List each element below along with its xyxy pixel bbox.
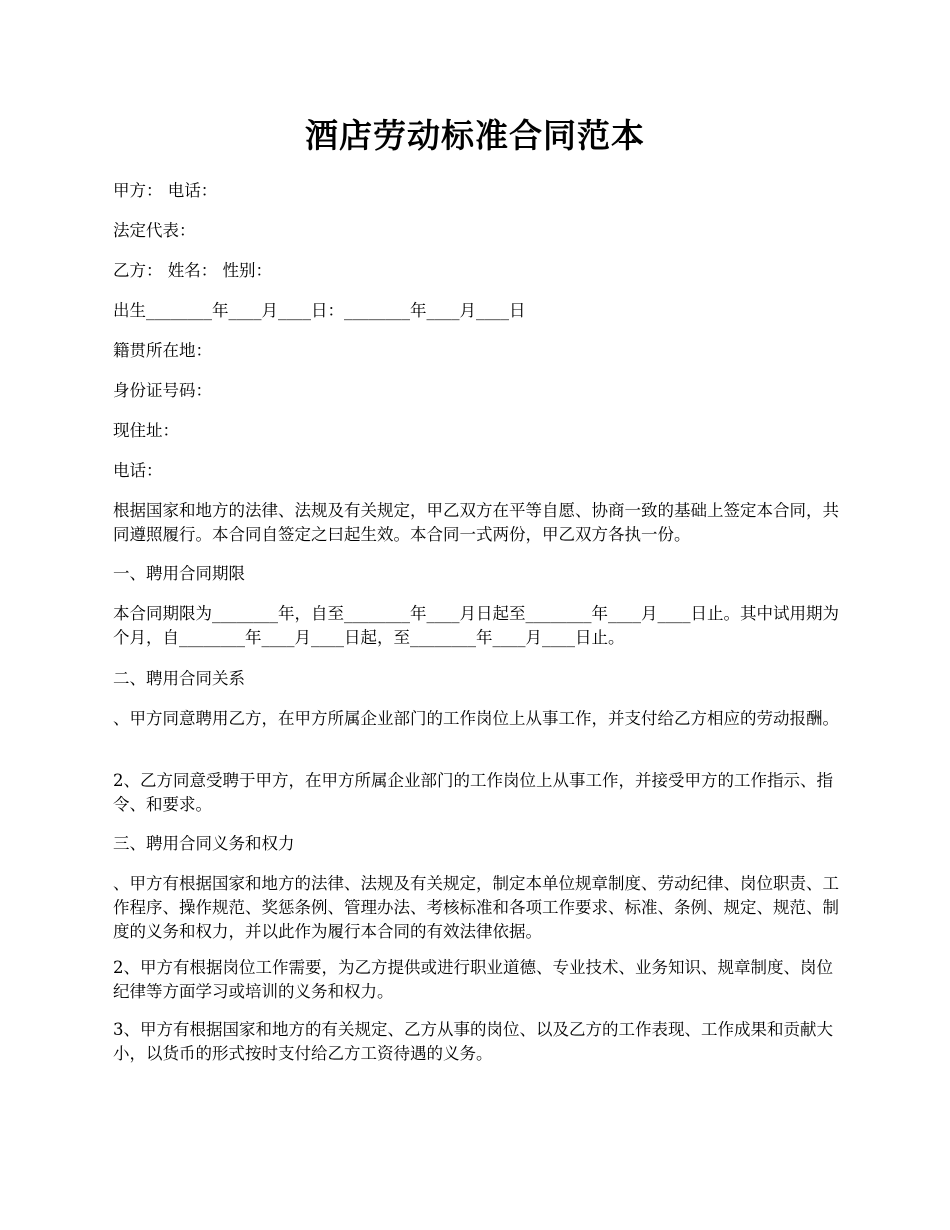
legal-rep-line: 法定代表：	[113, 221, 196, 240]
party-a-line: 甲方： 电话：	[113, 181, 218, 200]
document-title: 酒店劳动标准合同范本	[305, 116, 645, 155]
origin-line: 籍贯所在地：	[113, 341, 212, 360]
section-heading: 一、聘用合同期限	[113, 564, 245, 583]
birth-date-line: 出生________年____月____日：________年____月____日	[113, 301, 526, 320]
section-heading: 三、聘用合同义务和权力	[113, 834, 295, 853]
contract-term-paragraph: 本合同期限为________年，自至________年____月日起至________年____月____日止。其中试用期为 个月，自________年____月____日起，至________年____月____日止。	[113, 604, 839, 647]
intro-paragraph: 根据国家和地方的法律、法规及有关规定，甲乙双方在平等自愿、协商一致的基础上签定本合同，共同遵照履行。本合同自签定之曰起生效。本合同一式两份，甲乙双方各执一份。	[113, 501, 839, 544]
party-b-line: 乙方： 姓名： 性别：	[113, 261, 272, 280]
section-heading: 二、聘用合同关系	[113, 669, 245, 688]
clause-paragraph: 2、甲方有根据岗位工作需要，为乙方提供或进行职业道德、专业技术、业务知识、规章制度、岗位纪律等方面学习或培训的义务和权力。	[113, 958, 833, 1001]
phone-line: 电话：	[113, 461, 163, 480]
clause-paragraph: 3、甲方有根据国家和地方的有关规定、乙方从事的岗位、以及乙方的工作表现、工作成果和贡献大小，以货币的形式按时支付给乙方工资待遇的义务。	[113, 1020, 833, 1063]
clause-paragraph: 2、乙方同意受聘于甲方，在甲方所属企业部门的工作岗位上从事工作，并接受甲方的工作指示、指令、和要求。	[113, 771, 833, 814]
address-line: 现住址：	[113, 421, 179, 440]
id-number-line: 身份证号码：	[113, 381, 212, 400]
clause-paragraph: 、甲方同意聘用乙方，在甲方所属企业部门的工作岗位上从事工作，并支付给乙方相应的劳动报酬。	[113, 709, 839, 728]
clause-paragraph: 、甲方有根据国家和地方的法律、法规及有关规定，制定本单位规章制度、劳动纪律、岗位职责、工作程序、操作规范、奖惩条例、管理办法、考核标准和各项工作要求、标准、条例、规定、规范、制度的义务和权力，并以此作为履行本合同的有效法律依据。	[113, 874, 839, 941]
